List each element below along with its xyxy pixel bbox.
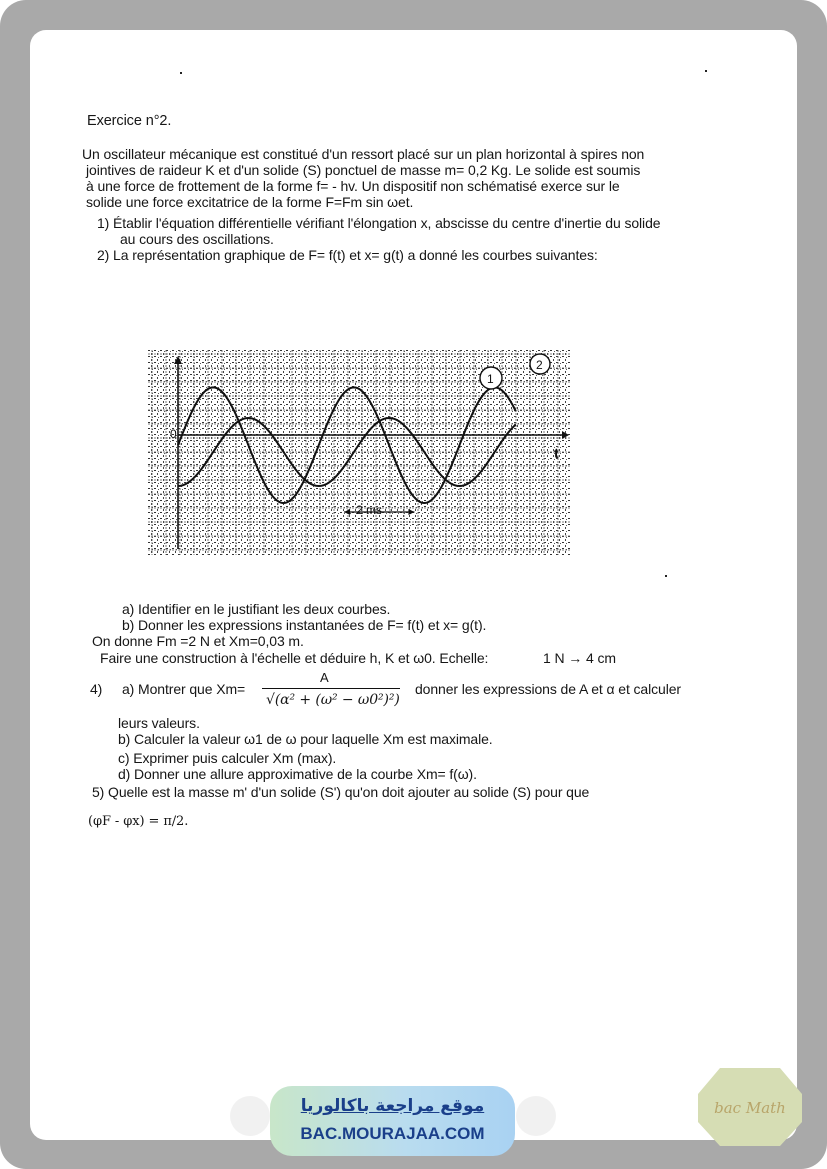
scan-speck	[665, 575, 667, 577]
question-1-cont: au cours des oscillations.	[120, 231, 274, 247]
question-2a: a) Identifier en le justifiant les deux courbes.	[122, 601, 391, 617]
fraction-bar	[262, 688, 400, 689]
intro-line: jointives de raideur K et d'un solide (S) ponctuel de masse m= 0,2 Kg. Le solide est soumis	[86, 162, 641, 178]
curve-2-label: 2	[536, 358, 543, 372]
scan-speck	[180, 72, 182, 74]
intro-line: Un oscillateur mécanique est constitué d'un ressort placé sur un plan horizontal à spires non	[82, 146, 645, 162]
curve-1-label: 1	[487, 372, 494, 386]
intro-line: solide une force excitatrice de la forme F=Fm sin ωet.	[86, 194, 414, 210]
x-unit-label: 2 ms	[356, 503, 383, 517]
fraction-denominator: √(α² + (ω² − ω0²)²)	[266, 692, 400, 708]
question-2b: b) Donner les expressions instantanées de F= f(t) et x= g(t).	[122, 617, 487, 633]
question-4d: d) Donner une allure approximative de la courbe Xm= f(ω).	[118, 766, 477, 782]
question-4c: c) Exprimer puis calculer Xm (max).	[118, 750, 337, 766]
question-1: 1) Établir l'équation différentielle vérifiant l'élongation x, abscisse du centre d'inertie du solide	[97, 215, 661, 231]
x-axis-label: t	[554, 445, 559, 461]
question-2: 2) La représentation graphique de F= f(t) et x= g(t) a donné les courbes suivantes:	[97, 247, 598, 263]
fraction-numerator: A	[320, 670, 329, 685]
question-5: 5) Quelle est la masse m' d'un solide (S') qu'on doit ajouter au solide (S) pour que	[92, 784, 590, 800]
axis-origin-label: 0	[170, 427, 177, 441]
bac-math-logo	[696, 1066, 804, 1148]
question-4-number: 4)	[90, 681, 103, 697]
grid-background	[148, 350, 570, 555]
site-logo-left	[230, 1096, 270, 1136]
question-4b: b) Calculer la valeur ω1 de ω pour laquelle Xm est maximale.	[118, 731, 493, 747]
question-4a-cont: leurs valeurs.	[118, 715, 200, 731]
construction-text: Faire une construction à l'échelle et déduire h, K et ω0. Echelle:	[100, 650, 489, 666]
brand-text: bac Math	[714, 1099, 786, 1117]
scale-value: 1 N → 4 cm	[543, 650, 616, 666]
question-4a-end: donner les expressions de A et α et calculer	[415, 681, 681, 697]
xm-fraction	[262, 670, 402, 716]
scan-speck	[705, 70, 707, 72]
question-4a-start: a) Montrer que Xm=	[122, 681, 246, 697]
banner-arabic-title[interactable]: موقع مراجعة باكالوريا	[300, 1096, 485, 1116]
site-banner[interactable]	[270, 1086, 515, 1156]
given-values: On donne Fm =2 N et Xm=0,03 m.	[92, 633, 304, 649]
oscillation-chart	[148, 350, 570, 555]
exercise-title: Exercice n°2.	[87, 113, 172, 129]
site-logo-right	[516, 1096, 556, 1136]
phase-condition: (φF - φx) = π/2.	[88, 814, 189, 829]
banner-url[interactable]: BAC.MOURAJAA.COM	[300, 1124, 485, 1143]
intro-line: à une force de frottement de la forme f= - hv. Un dispositif non schématisé exerce sur le	[86, 178, 620, 194]
